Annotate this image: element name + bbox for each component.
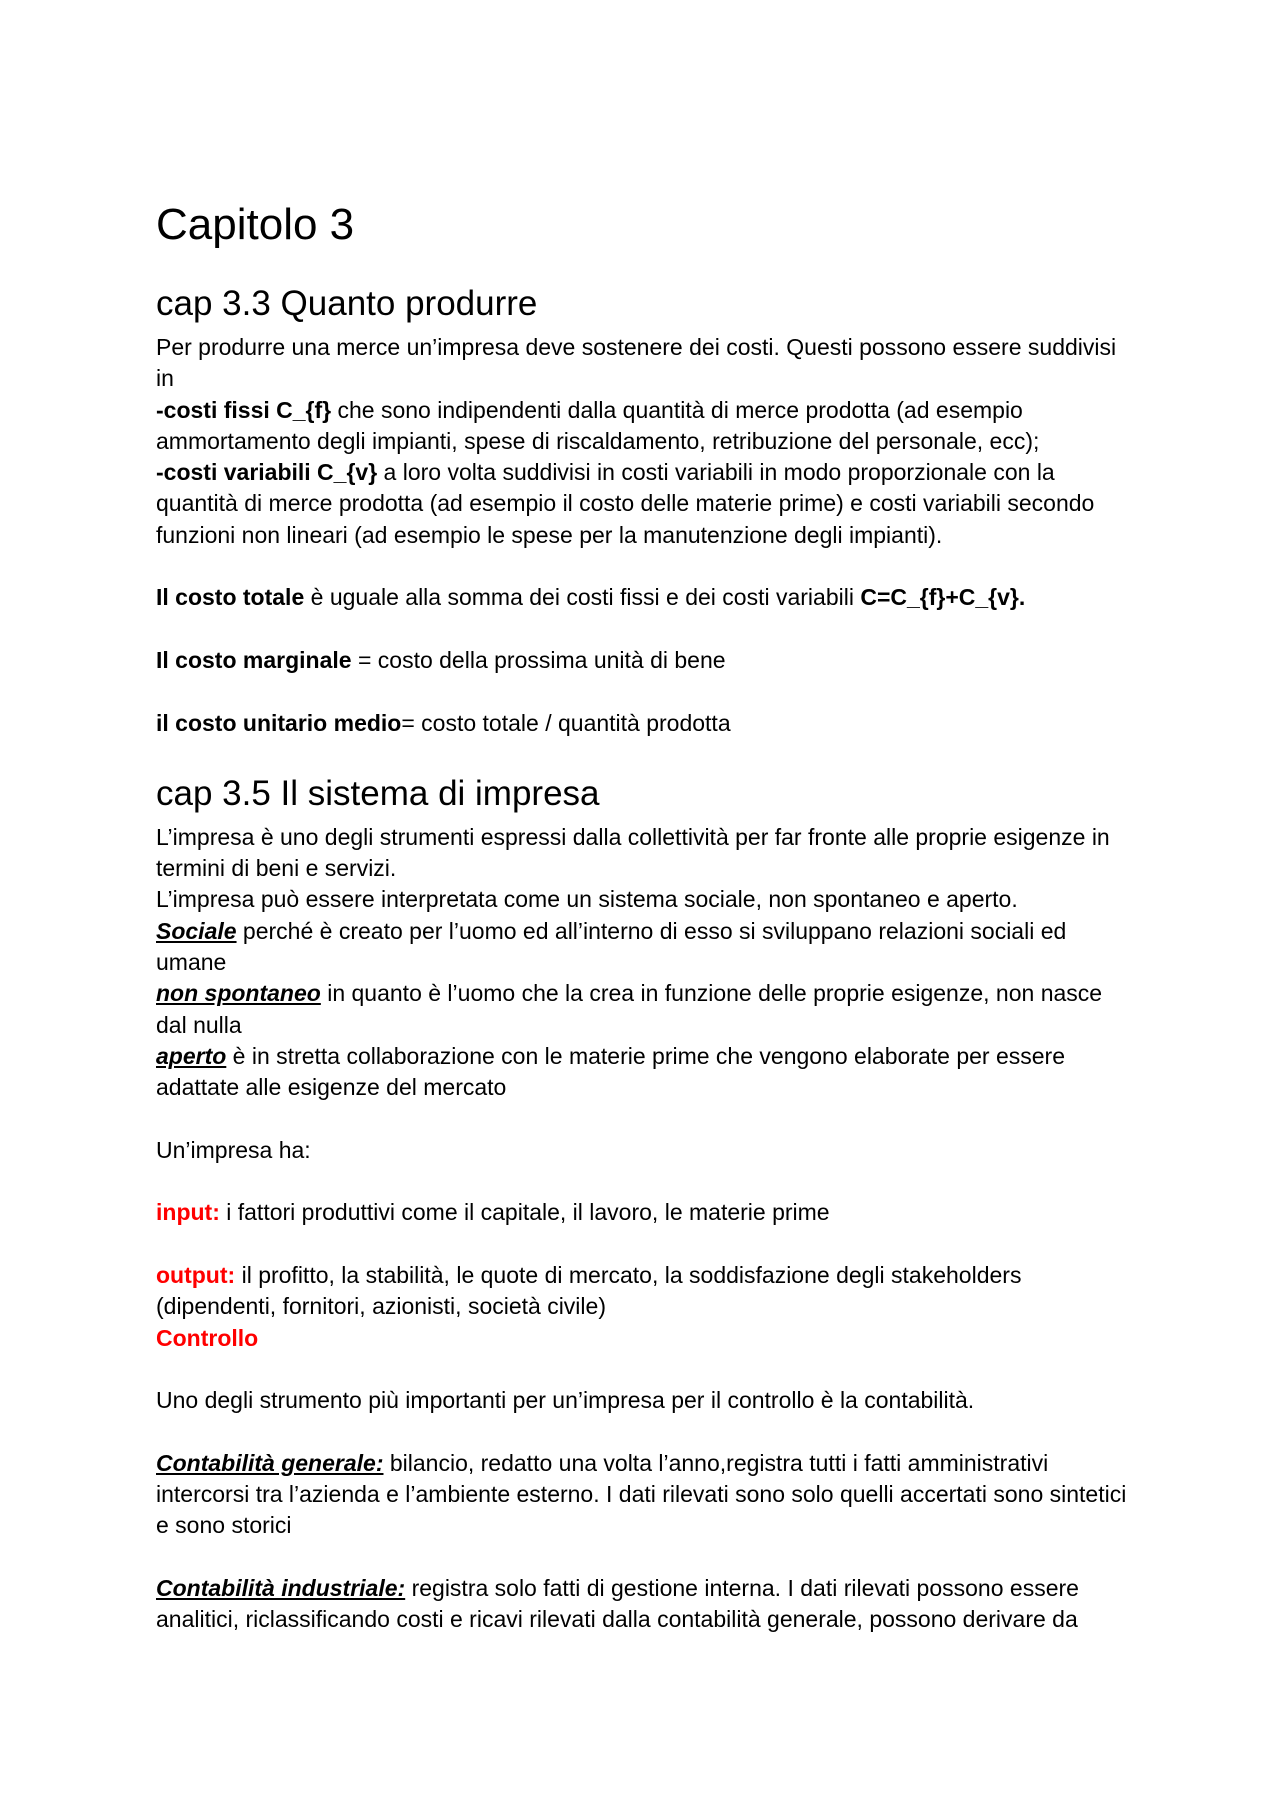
term-aperto: aperto: [156, 1042, 227, 1069]
spacer: [156, 1354, 1136, 1385]
paragraph-2: L’impresa può essere interpretata come un sistema sociale, non spontaneo e aperto.: [156, 886, 1018, 913]
spacer: [156, 1166, 1136, 1197]
paragraph-input: [156, 1197, 1136, 1228]
text-non-spontaneo: in quanto è l’uomo che la crea in funzione delle proprie esigenze, non nasce dal nulla: [156, 980, 1103, 1038]
text-total-cost: è uguale alla somma dei costi fissi e dei costi variabili: [304, 584, 861, 611]
paragraph-contabilita-industriale: [156, 1573, 1136, 1636]
paragraph-variable-costs: [156, 457, 1136, 551]
paragraph-sociale: [156, 916, 1136, 979]
term-controllo: Controllo: [156, 1324, 259, 1351]
paragraph-intro: Per produrre una merce un’impresa deve sostenere dei costi. Questi possono essere suddivisi in: [156, 334, 1117, 392]
text-sociale: perché è creato per l’uomo ed all’interno di esso si sviluppano relazioni sociali ed umane: [156, 917, 1067, 976]
paragraph-avg-cost: [156, 708, 1136, 739]
text-aperto: è in stretta collaborazione con le materie prime che vengono elaborate per essere adattate alle esigenze del mercato: [156, 1042, 1065, 1101]
text-input: i fattori produttivi come il capitale, il lavoro, le materie prime: [219, 1199, 830, 1226]
term-input: input:: [156, 1199, 220, 1226]
document-page: [156, 196, 1136, 1636]
paragraph-marginal-cost: [156, 645, 1136, 676]
spacer: [156, 1104, 1136, 1135]
spacer: [156, 1542, 1136, 1573]
term-contabilita-generale: Contabilità generale:: [156, 1449, 384, 1476]
text-contabilita-generale: bilancio, redatto una volta l’anno,registra tutti i fatti amministrativi intercorsi tra l’azienda e l’ambiente esterno. I dati rilevati sono solo quelli accertati sono sintetici e sono storici: [156, 1449, 1127, 1539]
paragraph-contabilita-generale: [156, 1448, 1136, 1542]
paragraph-non-spontaneo: [156, 978, 1136, 1041]
paragraph-total-cost: [156, 582, 1136, 613]
paragraph-aperto: [156, 1041, 1136, 1104]
spacer: [156, 551, 1136, 582]
spacer: [156, 676, 1136, 707]
paragraph-fixed-costs: [156, 395, 1136, 458]
text-contabilita-industriale: registra solo fatti di gestione interna. I dati rilevati possono essere analitici, riclassificando costi e ricavi rilevati dalla contabilità generale, possono derivare da: [156, 1574, 1079, 1633]
paragraph-impresa-ha: Un’impresa ha:: [156, 1136, 311, 1163]
term-fixed-costs: -costi fissi C_{f}: [156, 396, 332, 423]
term-contabilita-industriale: Contabilità industriale:: [156, 1574, 406, 1601]
term-variable-costs: -costi variabili C_{v}: [156, 459, 378, 486]
text-fixed-costs: che sono indipendenti dalla quantità di merce prodotta (ad esempio ammortamento degli impianti, spese di riscaldamento, retribuzione del personale, ecc);: [156, 396, 1040, 454]
formula-total-cost: C=C_{f}+C_{v}.: [860, 584, 1026, 611]
term-output: output:: [156, 1262, 236, 1289]
section-sistema-impresa: [156, 772, 1136, 1636]
paragraph-1: L’impresa è uno degli strumenti espressi dalla collettività per far fronte alle proprie esigenze in termini di beni e servizi.: [156, 823, 1110, 882]
chapter-title: Capitolo 3: [156, 200, 355, 249]
paragraph-controllo-heading: [156, 1323, 1136, 1354]
term-non-spontaneo: non spontaneo: [156, 980, 321, 1007]
term-total-cost: Il costo totale: [156, 584, 305, 611]
text-variable-costs: a loro volta suddivisi in costi variabili in modo proporzionale con la quantità di merce prodotta (ad esempio il costo delle materie prime) e costi variabili secondo funzioni non lineari (ad esempio le spese per la manutenzione degli impianti).: [156, 459, 1095, 548]
section-quanto-produrre: [156, 282, 1136, 739]
paragraph-controllo: Uno degli strumento più importanti per un’impresa per il controllo è la contabilità.: [156, 1387, 975, 1414]
term-marginal-cost: Il costo marginale: [156, 646, 352, 673]
term-sociale: Sociale: [156, 917, 237, 944]
section-heading: cap 3.5 Il sistema di impresa: [156, 773, 600, 813]
paragraph-output: [156, 1260, 1136, 1323]
spacer: [156, 614, 1136, 645]
section-heading: cap 3.3 Quanto produrre: [156, 284, 538, 323]
text-avg-cost: = costo totale / quantità prodotta: [401, 709, 731, 736]
spacer: [156, 1229, 1136, 1260]
text-marginal-cost: = costo della prossima unità di bene: [351, 646, 726, 673]
spacer: [156, 1417, 1136, 1448]
term-avg-cost: il costo unitario medio: [156, 709, 402, 736]
text-output: il profitto, la stabilità, le quote di mercato, la soddisfazione degli stakeholders (dipendenti, fornitori, azionisti, società civile): [156, 1262, 1022, 1320]
